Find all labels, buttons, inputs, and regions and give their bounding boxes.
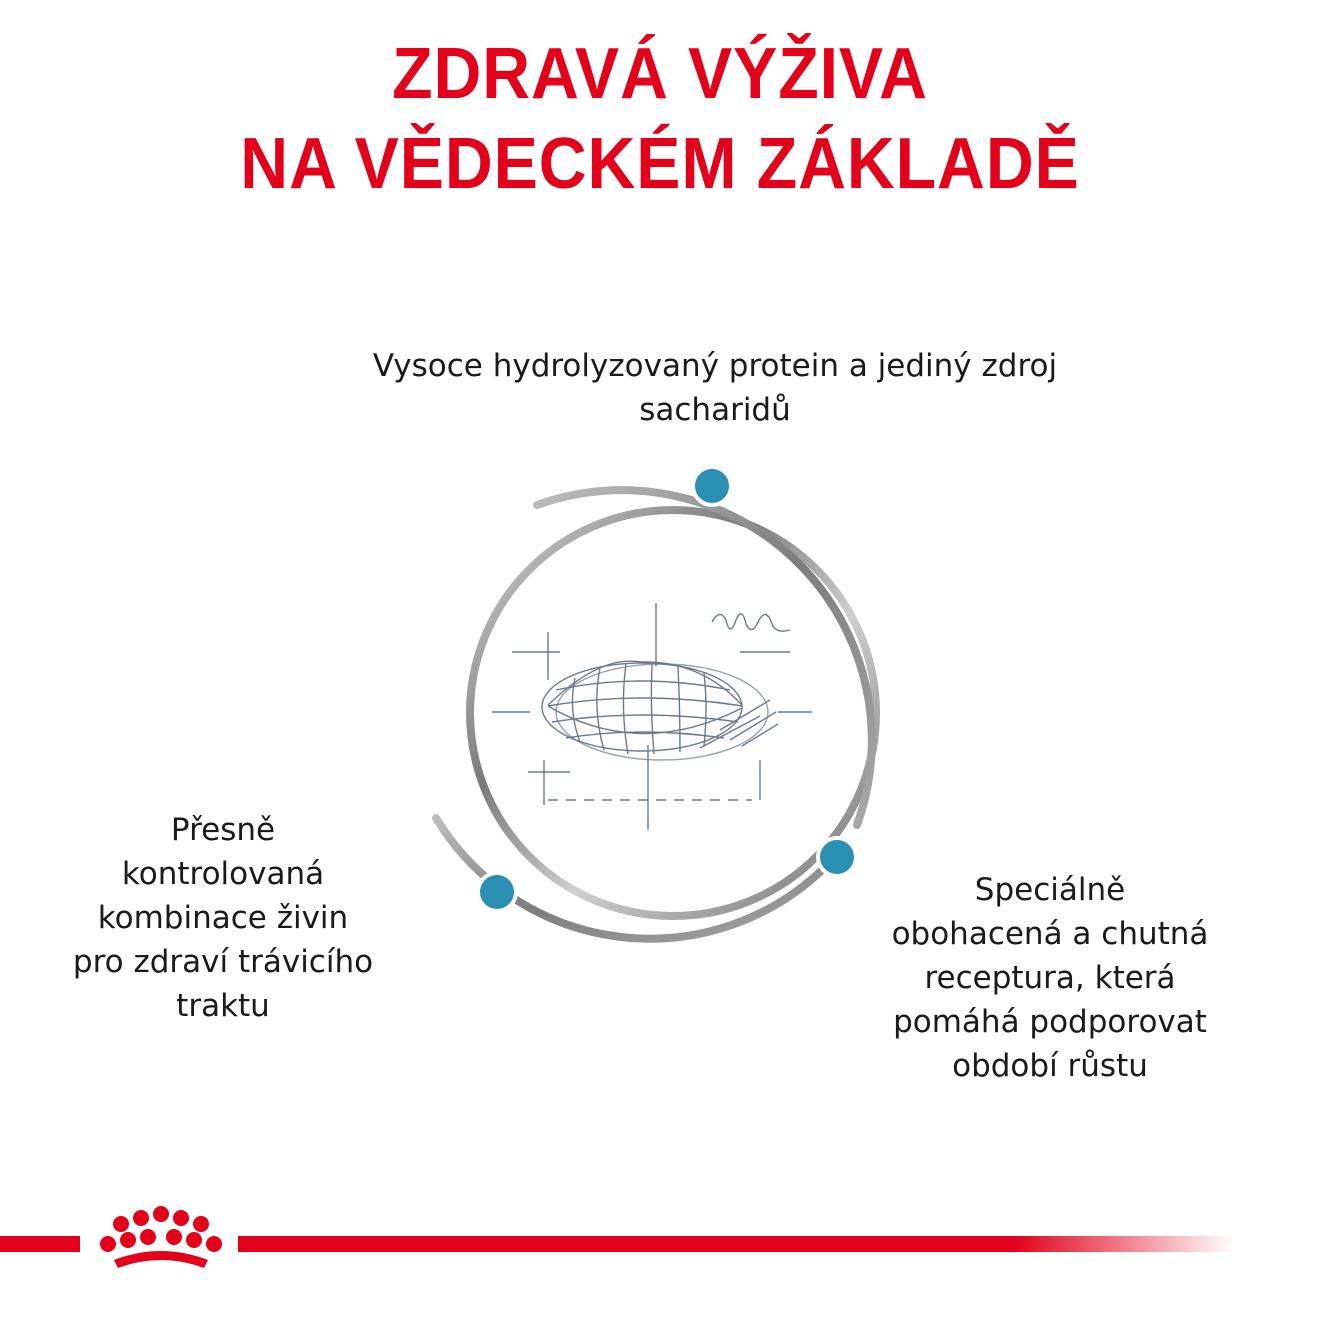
- benefit-digestive-line: pro zdraví trávicího: [72, 944, 374, 980]
- benefit-protein-line: Vysoce hydrolyzovaný protein a jediný zdroj: [372, 348, 1058, 384]
- title-line-2: NA VĚDECKÉM ZÁKLADĚ: [240, 124, 1080, 204]
- benefit-growth-line: Speciálně: [974, 872, 1126, 908]
- benefit-growth-line: období růstu: [952, 1048, 1148, 1084]
- royal-crown-logo-icon: [100, 1206, 222, 1268]
- benefit-digestive-line: kombinace živin: [97, 900, 349, 936]
- benefit-digestive-line: Přesně: [170, 812, 276, 848]
- inner-ring: [470, 510, 876, 916]
- kibble-sketch-icon: [492, 603, 812, 830]
- footer-rule-right: [238, 1236, 1233, 1252]
- outer-arc-top-right: [537, 490, 872, 825]
- marker-top: [693, 467, 731, 505]
- benefit-growth-line: pomáhá podporovat: [893, 1004, 1207, 1040]
- marker-left: [478, 873, 516, 911]
- benefit-protein-line: sacharidů: [639, 392, 791, 428]
- benefit-growth-line: obohacená a chutná: [891, 916, 1209, 952]
- title-line-1: ZDRAVÁ VÝŽIVA: [392, 34, 928, 114]
- benefit-growth-line: receptura, která: [924, 960, 1176, 996]
- marker-right: [818, 838, 856, 876]
- footer-rule-left: [0, 1236, 80, 1252]
- benefit-digestive-line: traktu: [176, 988, 270, 1024]
- benefit-digestive-line: kontrolovaná: [121, 856, 325, 892]
